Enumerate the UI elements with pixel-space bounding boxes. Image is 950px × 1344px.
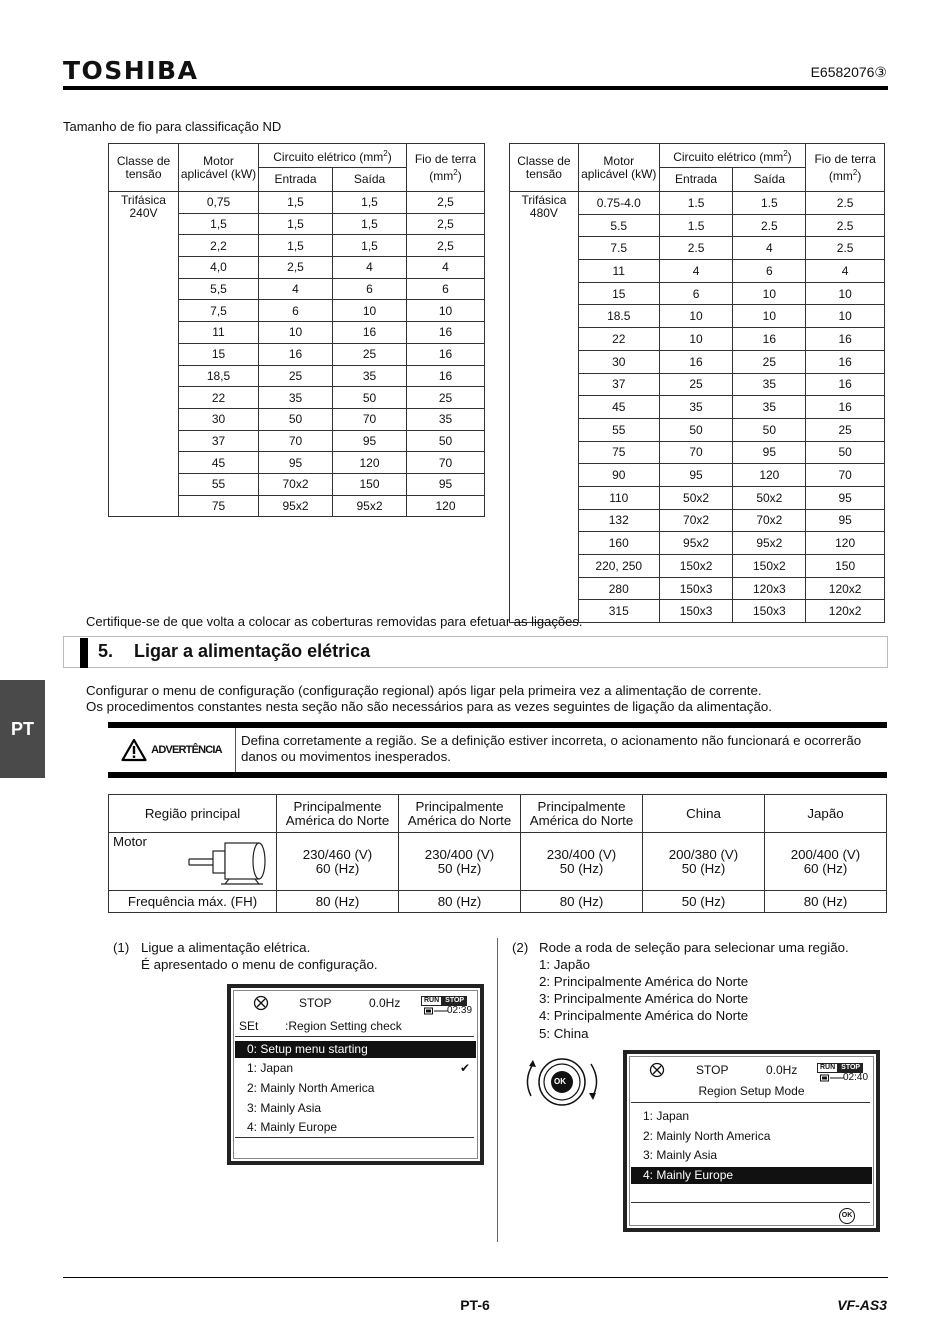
section-heading-bar [80,638,88,668]
table-cell: 11 [179,322,259,344]
menu-item-north-america[interactable]: 2: Mainly North America [247,1081,375,1095]
table-cell: 16 [806,396,885,419]
menu-item-japan[interactable]: 1: Japan [643,1109,690,1123]
table-cell: 70 [259,430,333,452]
table-cell: 22 [179,387,259,409]
table-cell: 25 [333,343,407,365]
table-cell: 5,5 [179,278,259,300]
table-cell: 280 [578,577,659,600]
table-cell: 4 [333,257,407,279]
table-cell: 16 [407,343,485,365]
table-cell: 70 [333,408,407,430]
header-input: Entrada [659,168,733,192]
step-2-number: (2) [512,940,529,955]
table-row [510,192,885,215]
menu-item-japan[interactable]: 1: Japan ✔ [247,1061,470,1075]
header-rule [63,86,888,90]
stop-indicator: STOP [838,1063,863,1073]
no-alarm-icon [253,995,269,1011]
warning-bottom-bar [108,772,887,778]
table-cell: 7,5 [179,300,259,322]
table-cell: 150x2 [733,555,806,578]
table-cell: 75 [179,495,259,517]
table-cell: 70x2 [259,473,333,495]
menu-item-europe[interactable]: 4: Mainly Europe [247,1120,338,1134]
header-motor: Motor aplicável (kW) [578,144,659,192]
step-2-option: 4: Principalmente América do Norte [539,1008,749,1023]
motor-cell: 200/400 (V) 60 (Hz) [765,833,887,891]
table-cell: 95 [259,452,333,474]
header-voltage-class: Classe de tensão [109,144,179,192]
table-cell: 2,5 [259,257,333,279]
intro-line-2: Os procedimentos constantes nesta seção não são necessários para as vezes seguintes de ligação da alimentação. [86,699,772,714]
table-cell: 6 [733,260,806,283]
table-cell: 2.5 [659,237,733,260]
column-divider [497,938,498,1242]
section-title: Ligar a alimentação elétrica [134,641,371,661]
table-cell: 150x3 [659,577,733,600]
motor-icon [185,839,269,885]
freq-cell: 80 (Hz) [277,891,399,913]
table-cell: 45 [179,452,259,474]
table-cell: 50 [407,430,485,452]
table-cell: 4,0 [179,257,259,279]
table-cell: 16 [333,322,407,344]
table-cell: 4 [407,257,485,279]
table-cell: 120 [806,532,885,555]
table-cell: 25 [659,373,733,396]
table-cell: 95x2 [333,495,407,517]
table-cell: 95 [407,473,485,495]
table-cell: 4 [806,260,885,283]
toshiba-logo: TOSHIBA [63,56,199,85]
table-cell: 1.5 [733,192,806,215]
table-cell: 10 [659,328,733,351]
step-2-line-1: Rode a roda de seleção para selecionar uma região. [539,940,849,955]
header-output: Saída [733,168,806,192]
run-indicator: RUN [421,996,442,1006]
table-cell: 95x2 [733,532,806,555]
battery-icon [820,1074,844,1083]
table-cell: 25 [806,418,885,441]
table-cell: 150 [333,473,407,495]
table-cell: 95x2 [259,495,333,517]
covers-note: Certifique-se de que volta a colocar as coberturas removidas para efetuar as ligações. [86,614,583,629]
lcd-separator [235,1036,474,1037]
table-cell: 50 [806,441,885,464]
freq-cell: 80 (Hz) [765,891,887,913]
lcd-frequency: 0.0Hz [369,996,401,1010]
table-cell: 25 [407,387,485,409]
region-cell: Principalmente América do Norte [399,795,521,833]
table-cell: 45 [578,396,659,419]
voltage-class-cell: Trifásica 240V [109,192,179,517]
menu-item-north-america[interactable]: 2: Mainly North America [643,1129,771,1143]
header-ground: Fio de terra $(mm^2)$ [407,144,485,192]
region-cell: Japão [765,795,887,833]
motor-label-cell [109,833,277,891]
table-cell: 2,5 [407,235,485,257]
motor-label: Motor [113,834,147,849]
table-cell: 7.5 [578,237,659,260]
warning-label: ADVERTÊNCIA [151,744,222,756]
lcd-title: :Region Setting check [285,1019,402,1033]
freq-cell: 50 (Hz) [643,891,765,913]
table-cell: 132 [578,509,659,532]
page-number: PT-6 [460,1297,490,1313]
table-cell: 10 [333,300,407,322]
table-cell: 1,5 [333,192,407,214]
table-cell: 2.5 [733,214,806,237]
region-table [108,794,887,913]
table-cell: 35 [259,387,333,409]
table-cell: 10 [259,322,333,344]
table-cell: 2,2 [179,235,259,257]
model-name: VF-AS3 [837,1297,887,1313]
header-input: Entrada [259,168,333,192]
table-cell: 2.5 [806,214,885,237]
table-cell: 15 [578,282,659,305]
region-cell: Principalmente América do Norte [277,795,399,833]
table-cell: 35 [407,408,485,430]
wire-table-480v [509,143,885,623]
table-cell: 16 [806,328,885,351]
table-cell: 0.75-4.0 [578,192,659,215]
freq-label: Frequência máx. (FH) [109,891,277,913]
table-cell: 1,5 [333,213,407,235]
table-cell: 35 [733,373,806,396]
table-cell: 70x2 [659,509,733,532]
table-cell: 5.5 [578,214,659,237]
table-cell: 50x2 [659,486,733,509]
table-cell: 18,5 [179,365,259,387]
table-cell: 150 [806,555,885,578]
table-cell: 10 [733,305,806,328]
freq-cell: 80 (Hz) [399,891,521,913]
menu-item-asia[interactable]: 3: Mainly Asia [643,1148,718,1162]
table-cell: 37 [578,373,659,396]
table-cell: 70 [407,452,485,474]
intro-line-1: Configurar o menu de configuração (configuração regional) após ligar pela primeira vez a alimentação de corrente. [86,683,762,698]
table-cell: 35 [733,396,806,419]
table-cell: 2.5 [806,237,885,260]
motor-cell: 200/380 (V) 50 (Hz) [643,833,765,891]
table-cell: 6 [659,282,733,305]
table-cell: 16 [259,343,333,365]
step-1-number: (1) [113,940,130,955]
table-cell: 110 [578,486,659,509]
table-cell: 1,5 [333,235,407,257]
step-2-option: 3: Principalmente América do Norte [539,991,749,1006]
table-cell: 120 [407,495,485,517]
menu-item-asia[interactable]: 3: Mainly Asia [247,1101,322,1115]
step-2-option: 5: China [539,1026,589,1041]
freq-cell: 80 (Hz) [521,891,643,913]
lcd-separator [631,1202,870,1203]
section-number: 5. [98,641,114,661]
section-heading [98,641,370,662]
dial-ok-label: OK [554,1077,566,1086]
motor-cell: 230/460 (V) 60 (Hz) [277,833,399,891]
region-cell: Principalmente América do Norte [521,795,643,833]
table-cell: 55 [179,473,259,495]
ok-icon[interactable]: OK [839,1208,855,1224]
table-cell: 90 [578,464,659,487]
header-circuit: Circuito elétrico $(mm^2)$ [659,144,806,168]
table-cell: 220, 250 [578,555,659,578]
table-cell: 11 [578,260,659,283]
header-voltage-class: Classe de tensão [510,144,579,192]
table-cell: 95 [333,430,407,452]
table-cell: 10 [806,282,885,305]
table-cell: 18.5 [578,305,659,328]
table-cell: 50x2 [733,486,806,509]
table-cell: 1,5 [259,213,333,235]
table-cell: 50 [333,387,407,409]
table-cell: 70 [659,441,733,464]
check-icon: ✔ [459,1061,470,1075]
table-cell: 2,5 [407,213,485,235]
warning-label-box [108,728,236,772]
warning-text: Defina corretamente a região. Se a definição estiver incorreta, o acionamento não funcionará e ocorrerão danos ou movimentos inesperados. [241,733,862,764]
table-cell: 16 [806,350,885,373]
menu-item-setup-starting[interactable]: 0: Setup menu starting [235,1041,476,1058]
table-cell: 16 [407,322,485,344]
table-cell: 95 [659,464,733,487]
region-cell: China [643,795,765,833]
table-cell: 95 [806,509,885,532]
menu-item-europe[interactable]: 4: Mainly Europe [631,1167,872,1184]
motor-cell: 230/400 (V) 50 (Hz) [521,833,643,891]
table-cell: 4 [659,260,733,283]
table-cell: 50 [259,408,333,430]
table-cell: 16 [733,328,806,351]
lcd-screen-region-setup [623,1050,880,1232]
language-tab: PT [0,680,45,778]
table-cell: 1,5 [259,235,333,257]
header-output: Saída [333,168,407,192]
table-cell: 6 [333,278,407,300]
table-cell: 25 [733,350,806,373]
stop-indicator: STOP [442,996,467,1006]
table-cell: 1,5 [179,213,259,235]
document-id: E6582076③ [810,64,887,80]
table-cell: 120x3 [733,577,806,600]
lcd-status: STOP [299,996,332,1010]
no-alarm-icon [649,1062,665,1078]
wire-size-title: Tamanho de fio para classificação ND [63,119,282,134]
table-cell: 6 [407,278,485,300]
table-cell: 25 [259,365,333,387]
table-cell: 70 [806,464,885,487]
table-cell: 30 [179,408,259,430]
lcd-clock: 02:40 [843,1072,869,1083]
battery-icon [424,1007,448,1016]
table-cell: 37 [179,430,259,452]
table-cell: 22 [578,328,659,351]
step-2-option: 2: Principalmente América do Norte [539,974,749,989]
table-cell: 16 [806,373,885,396]
table-cell: 120 [333,452,407,474]
table-cell: 50 [659,418,733,441]
lcd-separator [631,1102,870,1103]
table-cell: 150x3 [733,600,806,623]
table-cell: 120x2 [806,577,885,600]
table-row [109,192,485,214]
table-cell: 95 [806,486,885,509]
table-cell: 75 [578,441,659,464]
table-cell: 10 [407,300,485,322]
step-2-option: 1: Japão [539,957,591,972]
table-cell: 35 [659,396,733,419]
table-cell: 10 [806,305,885,328]
selection-dial[interactable] [519,1050,605,1114]
header-circuit: Circuito elétrico $(mm^2)$ [259,144,407,168]
wire-table-240v [108,143,485,517]
warning-triangle-icon [121,738,147,762]
table-cell: 2,5 [407,192,485,214]
table-cell: 15 [179,343,259,365]
table-cell: 160 [578,532,659,555]
step-1-line-1: Ligue a alimentação elétrica. [141,940,311,955]
region-header-label: Região principal [109,795,277,833]
table-cell: 2.5 [806,192,885,215]
table-cell: 4 [733,237,806,260]
table-cell: 4 [259,278,333,300]
voltage-class-cell: Trifásica 480V [510,192,579,623]
lcd-clock: 02:39 [447,1005,473,1016]
run-indicator: RUN [817,1063,838,1073]
lcd-screen-setup [227,984,484,1165]
table-cell: 16 [659,350,733,373]
table-cell: 10 [733,282,806,305]
table-cell: 10 [659,305,733,328]
table-cell: 120 [733,464,806,487]
lcd-title: Region Setup Mode [698,1084,805,1098]
lcd-status: STOP [696,1063,729,1077]
table-cell: 16 [407,365,485,387]
table-cell: 95x2 [659,532,733,555]
table-cell: 1,5 [259,192,333,214]
table-cell: 120x2 [806,600,885,623]
table-cell: 315 [578,600,659,623]
footer-rule [63,1277,888,1278]
step-1-line-2: É apresentado o menu de configuração. [141,957,378,972]
lcd-frequency: 0.0Hz [766,1063,798,1077]
table-cell: 150x2 [659,555,733,578]
table-cell: 150x3 [659,600,733,623]
table-cell: 50 [733,418,806,441]
table-cell: 1.5 [659,192,733,215]
table-cell: 35 [333,365,407,387]
motor-cell: 230/400 (V) 50 (Hz) [399,833,521,891]
table-cell: 70x2 [733,509,806,532]
table-cell: 55 [578,418,659,441]
lcd-separator [235,1137,474,1138]
table-cell: 95 [733,441,806,464]
table-cell: 0,75 [179,192,259,214]
header-ground: Fio de terra $(mm^2)$ [806,144,885,192]
lcd-code: SEt [239,1019,259,1033]
table-cell: 1.5 [659,214,733,237]
table-cell: 6 [259,300,333,322]
table-cell: 30 [578,350,659,373]
header-motor: Motor aplicável (kW) [179,144,259,192]
